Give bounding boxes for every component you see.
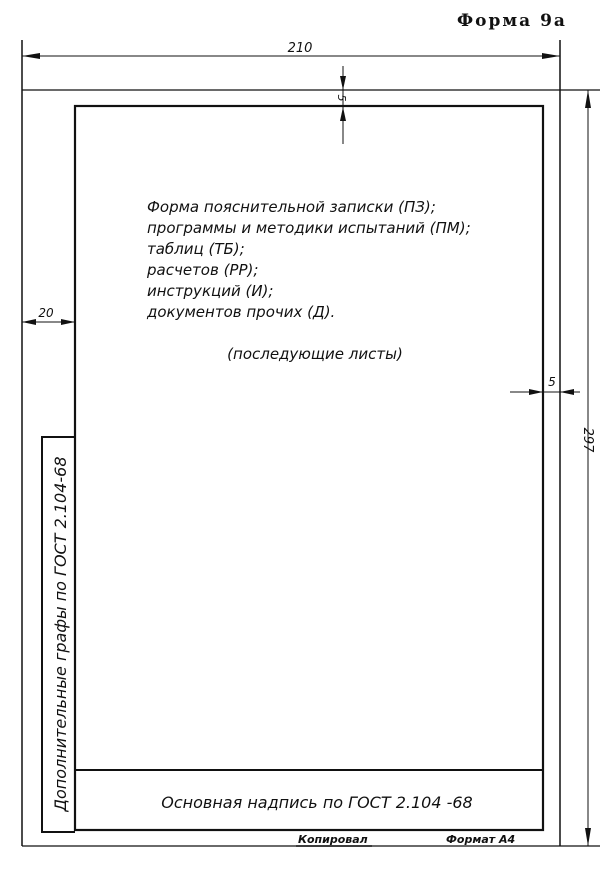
description-line: таблиц (ТБ);	[147, 240, 245, 258]
title-block-label: Основная надпись по ГОСТ 2.104 -68	[161, 793, 473, 812]
description-line: Форма пояснительной записки (ПЗ);	[147, 198, 436, 216]
top-margin-label: 5	[335, 94, 348, 102]
width-dimension-label: 210	[287, 41, 313, 56]
form-title: Форма 9а	[457, 11, 567, 31]
subsequent-sheets-label: (последующие листы)	[227, 345, 403, 363]
right-margin-label: 5	[548, 375, 556, 389]
left-margin-label: 20	[38, 306, 54, 320]
side-strip-label: Дополнительные графы по ГОСТ 2.104-68	[51, 456, 70, 812]
left-margin-dimension	[22, 306, 75, 325]
description-block	[146, 198, 471, 363]
right-margin-dimension	[510, 375, 580, 395]
height-dimension-label: 297	[580, 427, 595, 453]
description-line: документов прочих (Д).	[147, 303, 336, 321]
description-line: расчетов (РР);	[147, 261, 259, 279]
sheet-outline	[22, 40, 600, 846]
description-line: программы и методики испытаний (ПМ);	[147, 219, 471, 237]
width-dimension	[22, 41, 560, 59]
height-dimension	[580, 90, 595, 846]
description-line: инструкций (И);	[147, 282, 274, 300]
format-label: Формат А4	[446, 833, 516, 846]
copied-label: Копировал	[298, 833, 368, 846]
